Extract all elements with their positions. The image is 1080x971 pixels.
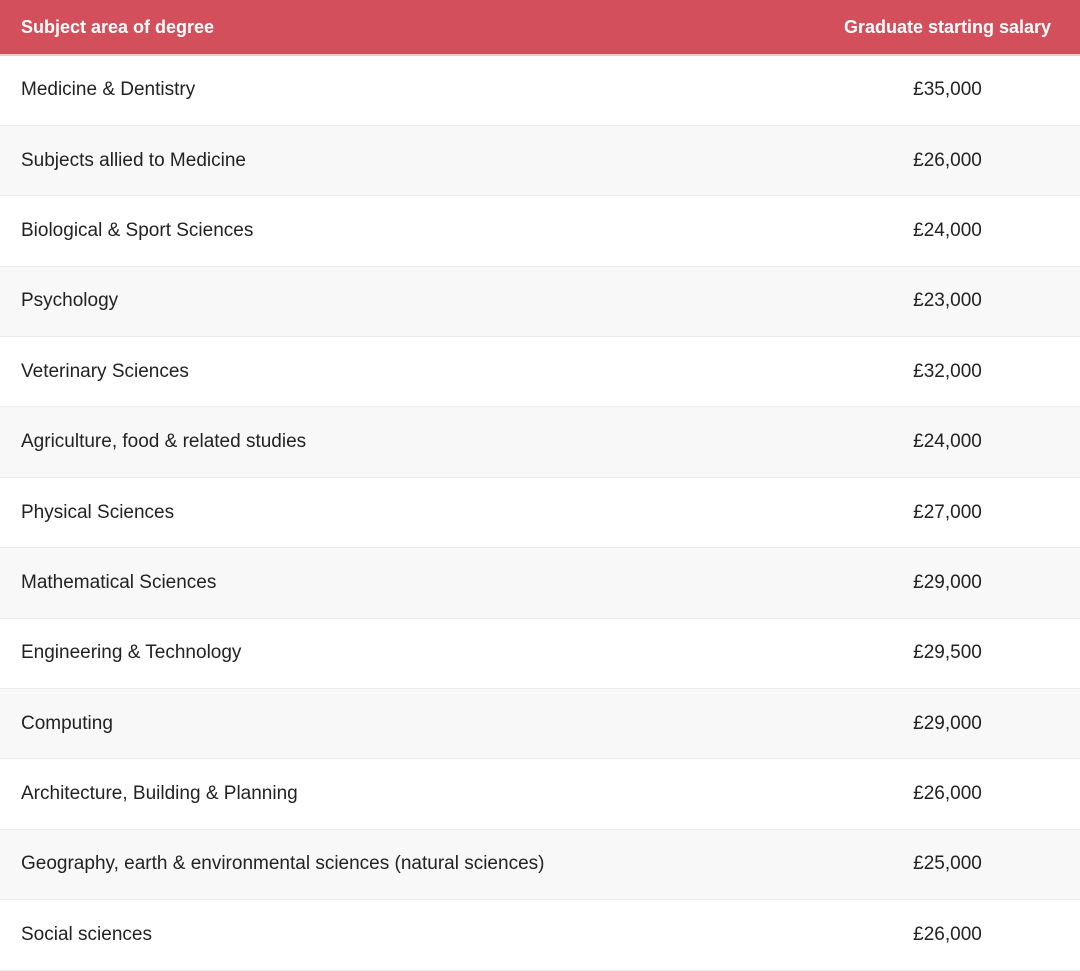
- table-header: [0, 0, 1080, 55]
- salary-cell: £25,000: [913, 853, 982, 875]
- table-row: [0, 759, 1080, 829]
- salary-cell: £29,000: [913, 712, 982, 734]
- header-row: [0, 0, 1080, 55]
- salary-cell: £24,000: [913, 219, 982, 241]
- table-row: [0, 266, 1080, 336]
- salary-cell: £29,000: [913, 571, 982, 593]
- table-body: [0, 55, 1080, 970]
- subject-cell: Veterinary Sciences: [21, 360, 189, 382]
- subject-cell: Physical Sciences: [21, 501, 175, 523]
- subject-cell: Social sciences: [21, 923, 152, 945]
- table-row: [0, 900, 1080, 970]
- salary-cell: £32,000: [913, 360, 982, 382]
- subject-cell: Geography, earth & environmental sciences (natural sciences): [21, 853, 545, 875]
- subject-cell: Computing: [21, 712, 113, 734]
- table-row: [0, 477, 1080, 547]
- table-row: [0, 337, 1080, 407]
- table-row: [0, 196, 1080, 266]
- subject-cell: Medicine & Dentistry: [21, 79, 196, 101]
- salary-cell: £35,000: [913, 79, 982, 101]
- subject-cell: Agriculture, food & related studies: [21, 431, 307, 453]
- salary-cell: £24,000: [913, 431, 982, 453]
- subject-cell: Subjects allied to Medicine: [21, 149, 246, 171]
- salary-cell: £23,000: [913, 290, 982, 312]
- table-row: [0, 55, 1080, 125]
- table-row: [0, 829, 1080, 899]
- salary-cell: £27,000: [913, 501, 982, 523]
- subject-cell: Biological & Sport Sciences: [21, 219, 254, 241]
- salary-cell: £26,000: [913, 923, 982, 945]
- table-row: [0, 407, 1080, 477]
- salary-cell: £26,000: [913, 149, 982, 171]
- table-row: [0, 618, 1080, 688]
- table-row: [0, 548, 1080, 618]
- header-subject: Subject area of degree: [21, 16, 215, 37]
- table-row: [0, 689, 1080, 759]
- table-row: [0, 125, 1080, 195]
- salary-cell: £29,500: [913, 642, 982, 664]
- salary-cell: £26,000: [913, 783, 982, 805]
- subject-cell: Mathematical Sciences: [21, 571, 217, 593]
- subject-cell: Architecture, Building & Planning: [21, 783, 298, 805]
- header-salary: Graduate starting salary: [843, 16, 1052, 37]
- subject-cell: Psychology: [21, 290, 119, 312]
- subject-cell: Engineering & Technology: [21, 642, 242, 664]
